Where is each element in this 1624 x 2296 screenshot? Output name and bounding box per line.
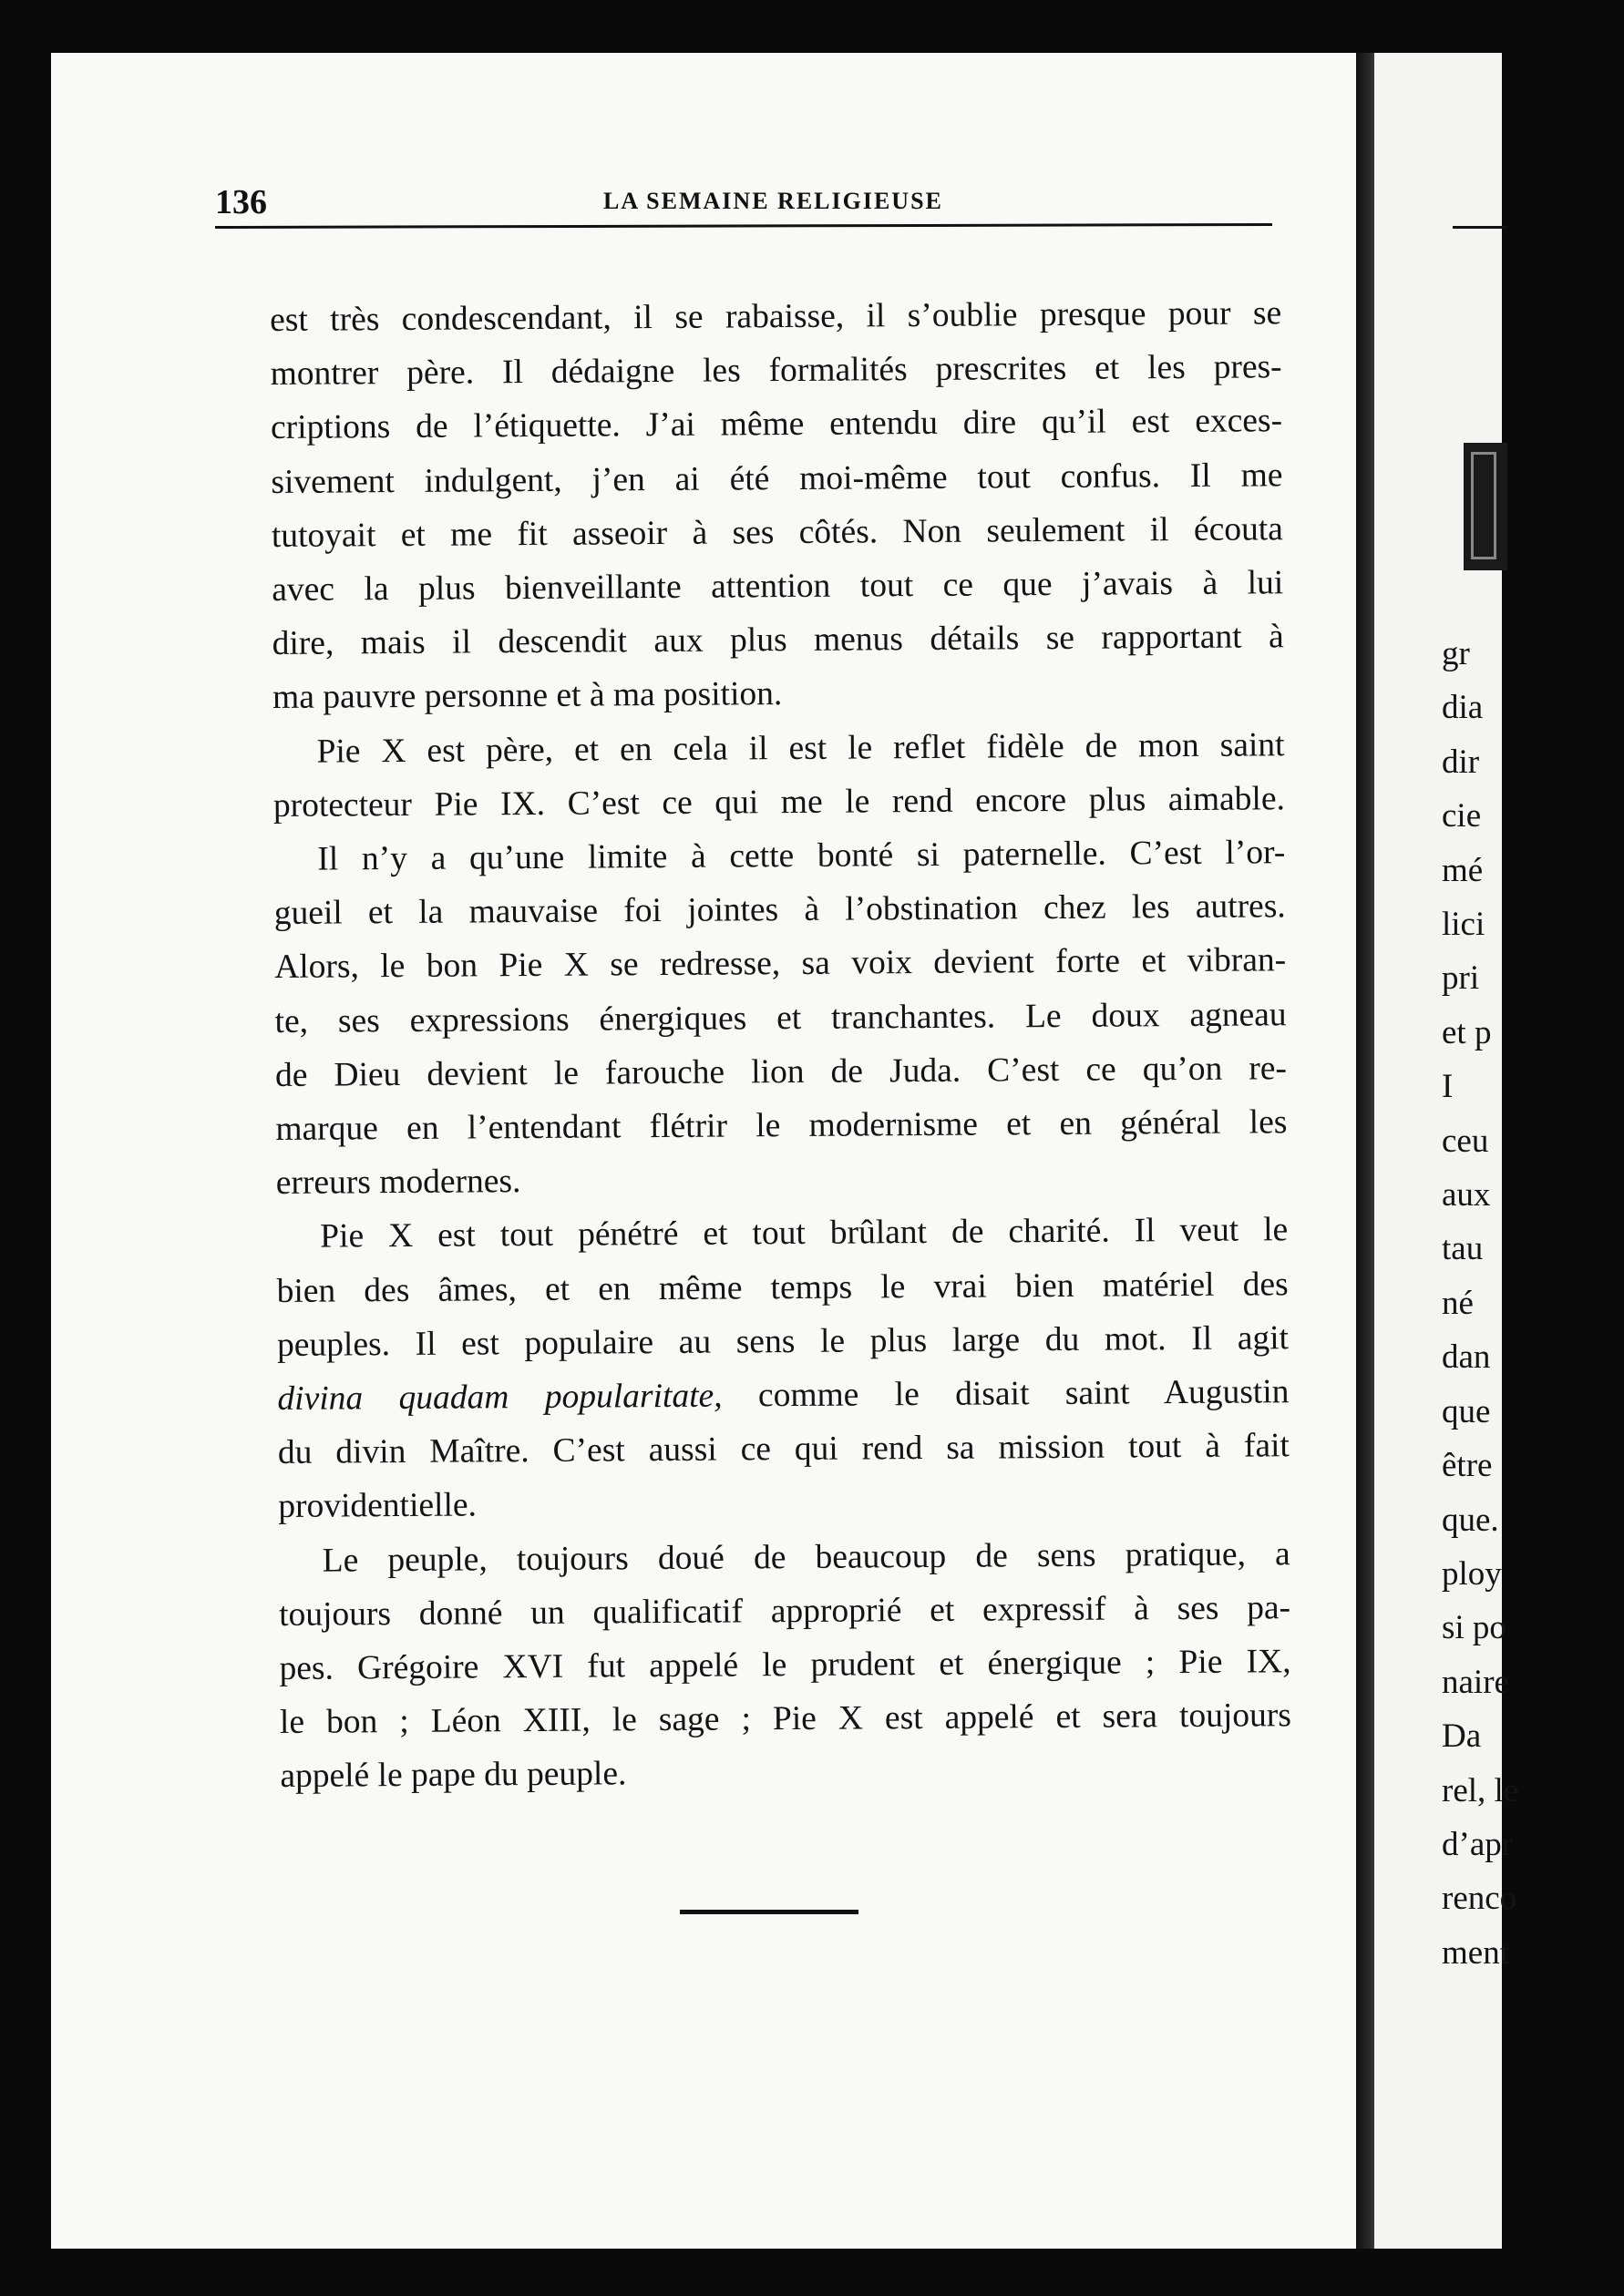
facing-text-fragment: et p xyxy=(1442,1013,1492,1051)
facing-header-rule xyxy=(1453,226,1507,229)
text-line: protecteur Pie IX. C’est ce qui me le rend encore plus aimable. xyxy=(272,780,1286,825)
facing-text-fragment: d’apr xyxy=(1442,1825,1514,1863)
text-line: pes. Grégoire XVI fut appelé le prudent et énergique ; Pie IX, xyxy=(279,1643,1291,1688)
italic-latin-phrase: divina quadam popularitate, xyxy=(277,1377,723,1419)
facing-text-fragment: être xyxy=(1442,1447,1493,1485)
text-line: avec la plus bienveillante attention tout ce que j’avais à lui xyxy=(272,564,1284,610)
page-header xyxy=(215,182,1272,237)
facing-text-fragment: ceu xyxy=(1442,1122,1489,1160)
facing-text-fragment: pri xyxy=(1442,959,1480,998)
facing-text-fragment: I xyxy=(1442,1068,1454,1106)
text-line: est très condescendant, il se rabaisse, il s’oublie presque pour se xyxy=(270,294,1282,339)
ornamental-initial xyxy=(1464,443,1507,570)
facing-text-fragment: Da xyxy=(1442,1717,1482,1756)
facing-text-fragment: renco xyxy=(1442,1880,1517,1918)
facing-text-fragment: ment xyxy=(1442,1933,1509,1972)
facing-text-fragment: que. xyxy=(1442,1501,1499,1539)
text-line: te, ses expressions énergiques et tranchantes. Le doux agneau xyxy=(274,995,1287,1040)
text-line: montrer père. Il dédaigne les formalités prescrites et les pres- xyxy=(270,348,1282,394)
page-number: 136 xyxy=(215,183,267,221)
text-line: erreurs modernes. xyxy=(275,1163,521,1203)
text-line: Pie X est tout pénétré et tout brûlant de charité. Il veut le xyxy=(320,1211,1289,1256)
facing-text-fragment: dia xyxy=(1442,689,1484,727)
text-line: tutoyait et me fit asseoir à ses côtés. Non seulement il écouta xyxy=(271,510,1283,555)
facing-page xyxy=(1374,53,1519,2249)
text-line: toujours donné un qualificatif approprié et expressif à ses pa- xyxy=(278,1589,1291,1634)
text-line-italic: divina quadam popularitate, comme le disait saint Augustin xyxy=(277,1373,1290,1419)
facing-text-fragment: gr xyxy=(1442,635,1470,672)
text-line: criptions de l’étiquette. J’ai même entendu dire qu’il est exces- xyxy=(270,402,1283,447)
facing-text-fragment: dir xyxy=(1442,743,1480,781)
facing-text-fragment: dan xyxy=(1442,1338,1491,1377)
text-line: le bon ; Léon XIII, le sage ; Pie X est appelé et sera toujours xyxy=(279,1696,1292,1742)
facing-text-fragment: cie xyxy=(1442,797,1482,835)
text-line: bien des âmes, et en même temps le vrai bien matériel des xyxy=(276,1265,1289,1310)
text-line: Pie X est père, et en cela il est le reflet fidèle de mon saint xyxy=(316,725,1285,771)
text-line: providentielle. xyxy=(278,1486,478,1526)
facing-text-fragment: aux xyxy=(1442,1176,1491,1215)
text-line: du divin Maître. C’est aussi ce qui rend sa mission tout à fait xyxy=(277,1427,1290,1472)
text-line: dire, mais il descendit aux plus menus détails se rapportant à xyxy=(272,618,1284,663)
text-line: Le peuple, toujours doué de beaucoup de sens pratique, a xyxy=(322,1534,1290,1580)
facing-text-fragment: lici xyxy=(1442,906,1485,944)
facing-text-fragment: rel, le xyxy=(1442,1771,1519,1809)
facing-text-fragment: mé xyxy=(1442,851,1484,889)
text-line: ma pauvre personne et à ma position. xyxy=(272,675,783,717)
text-line: de Dieu devient le farouche lion de Juda. C’est ce qu’on re- xyxy=(274,1050,1288,1094)
text-line: Il n’y a qu’une limite à cette bonté si paternelle. C’est l’or- xyxy=(317,834,1286,878)
text-line: Alors, le bon Pie X se redresse, sa voix devient forte et vibran- xyxy=(274,941,1287,987)
text-line: peuples. Il est populaire au sens le plus large du mot. Il agit xyxy=(276,1319,1290,1364)
text-line: marque en l’entendant flétrir le modernisme et en général les xyxy=(275,1103,1288,1149)
running-title: LA SEMAINE RELIGIEUSE xyxy=(603,188,943,214)
text-line: gueil et la mauvaise foi jointes à l’obstination chez les autres. xyxy=(273,887,1286,933)
text-line: appelé le pape du peuple. xyxy=(280,1755,627,1796)
facing-text-fragment: ploy xyxy=(1442,1554,1502,1593)
facing-text-fragment: si po xyxy=(1442,1609,1506,1647)
facing-text-fragment: naire xyxy=(1442,1663,1509,1701)
facing-text-fragment: que xyxy=(1442,1392,1491,1430)
facing-text-fragment: né xyxy=(1442,1284,1474,1322)
section-end-rule xyxy=(680,1910,858,1914)
facing-text-fragment: tau xyxy=(1442,1230,1484,1268)
text-line: sivement indulgent, j’en ai été moi-même tout confus. Il me xyxy=(271,456,1283,501)
facing-page-text xyxy=(1442,627,1624,1980)
body-text xyxy=(270,286,1292,1803)
